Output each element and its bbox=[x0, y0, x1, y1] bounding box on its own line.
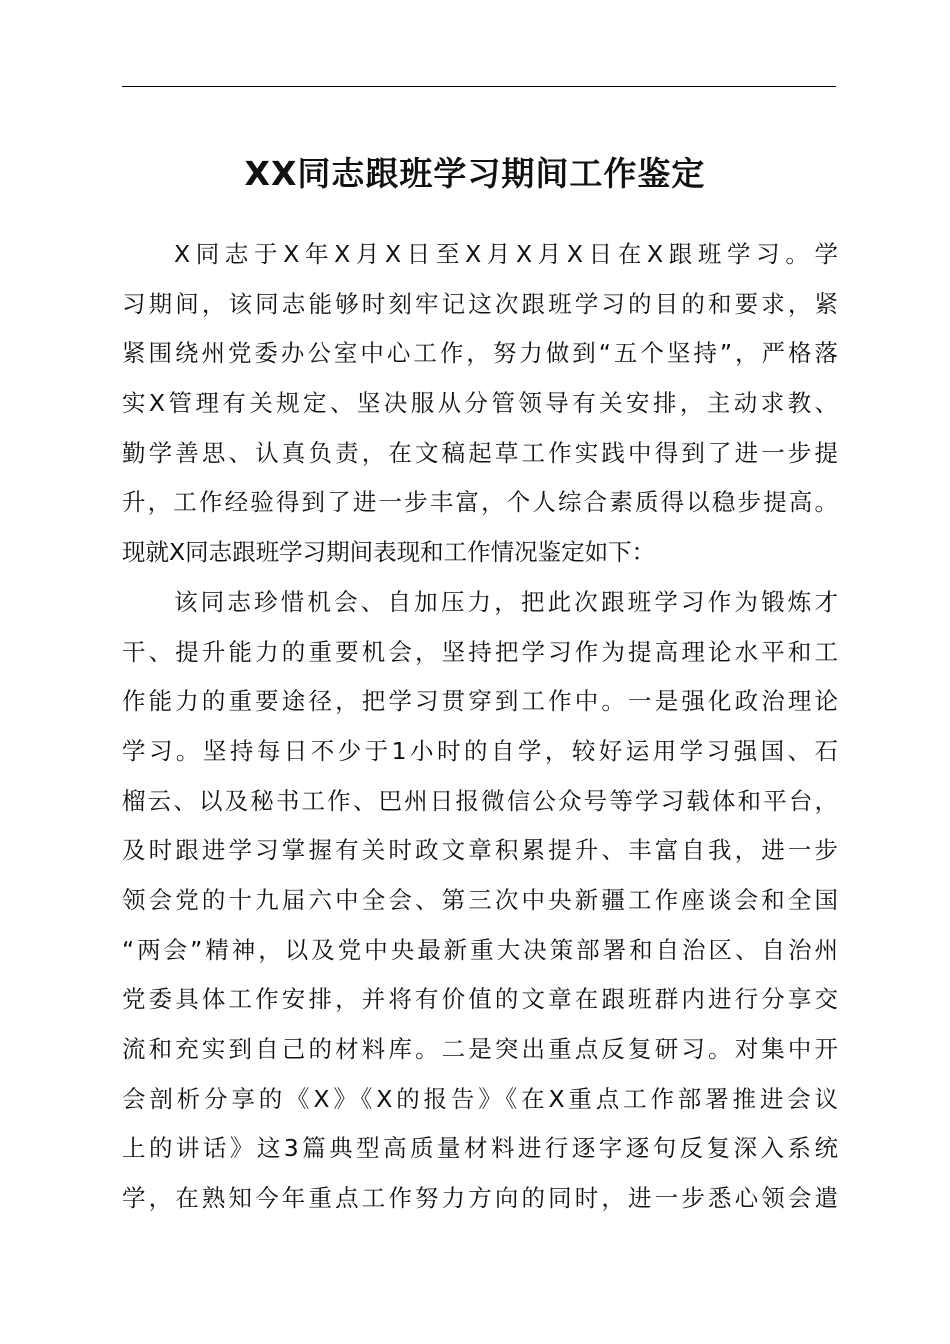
body-line: 及时跟进学习掌握有关时政文章积累提升、丰富自我，进一步 bbox=[122, 836, 838, 865]
body-line: 该同志珍惜机会、自加压力，把此次跟班学习作为锻炼才 bbox=[174, 587, 838, 616]
body-line: 榴云、以及秘书工作、巴州日报微信公众号等学习载体和平台， bbox=[122, 786, 838, 815]
body-line: 学习。坚持每日不少于1小时的自学，较好运用学习强国、石 bbox=[122, 736, 838, 765]
body-line: 干、提升能力的重要机会，坚持把学习作为提高理论水平和工 bbox=[122, 637, 838, 666]
body-line: 学，在熟知今年重点工作努力方向的同时，进一步悉心领会遣 bbox=[122, 1184, 838, 1213]
body-line: 领会党的十九届六中全会、第三次中央新疆工作座谈会和全国 bbox=[122, 885, 838, 914]
body-line: 紧围绕州党委办公室中心工作，努力做到“五个坚持”，严格落 bbox=[122, 339, 838, 368]
body-line: 升，工作经验得到了进一步丰富，个人综合素质得以稳步提高。 bbox=[122, 488, 838, 517]
body-line: 现就X同志跟班学习期间表现和工作情况鉴定如下： bbox=[122, 538, 656, 567]
body-line: 作能力的重要途径，把学习贯穿到工作中。一是强化政治理论 bbox=[122, 687, 838, 716]
body-line: 实X管理有关规定、坚决服从分管领导有关安排，主动求教、 bbox=[122, 389, 838, 418]
document-body bbox=[122, 230, 838, 1224]
body-line: 党委具体工作安排，并将有价值的文章在跟班群内进行分享交 bbox=[122, 985, 838, 1014]
header-rule bbox=[122, 86, 836, 87]
body-line: 会剖析分享的《X》《X的报告》《在X重点工作部署推进会议 bbox=[122, 1084, 838, 1113]
body-line: 勤学善思、认真负责，在文稿起草工作实践中得到了进一步提 bbox=[122, 438, 838, 467]
body-line: 上的讲话》这3篇典型高质量材料进行逐字逐句反复深入系统 bbox=[122, 1134, 838, 1163]
body-line: “两会”精神，以及党中央最新重大决策部署和自治区、自治州 bbox=[122, 935, 838, 964]
body-line: 习期间，该同志能够时刻牢记这次跟班学习的目的和要求，紧 bbox=[122, 289, 838, 318]
body-line: X同志于X年X月X日至X月X月X日在X跟班学习。学 bbox=[174, 240, 838, 268]
body-line: 流和充实到自己的材料库。二是突出重点反复研习。对集中开 bbox=[122, 1035, 838, 1063]
document-title: XX同志跟班学习期间工作鉴定 bbox=[244, 154, 706, 193]
